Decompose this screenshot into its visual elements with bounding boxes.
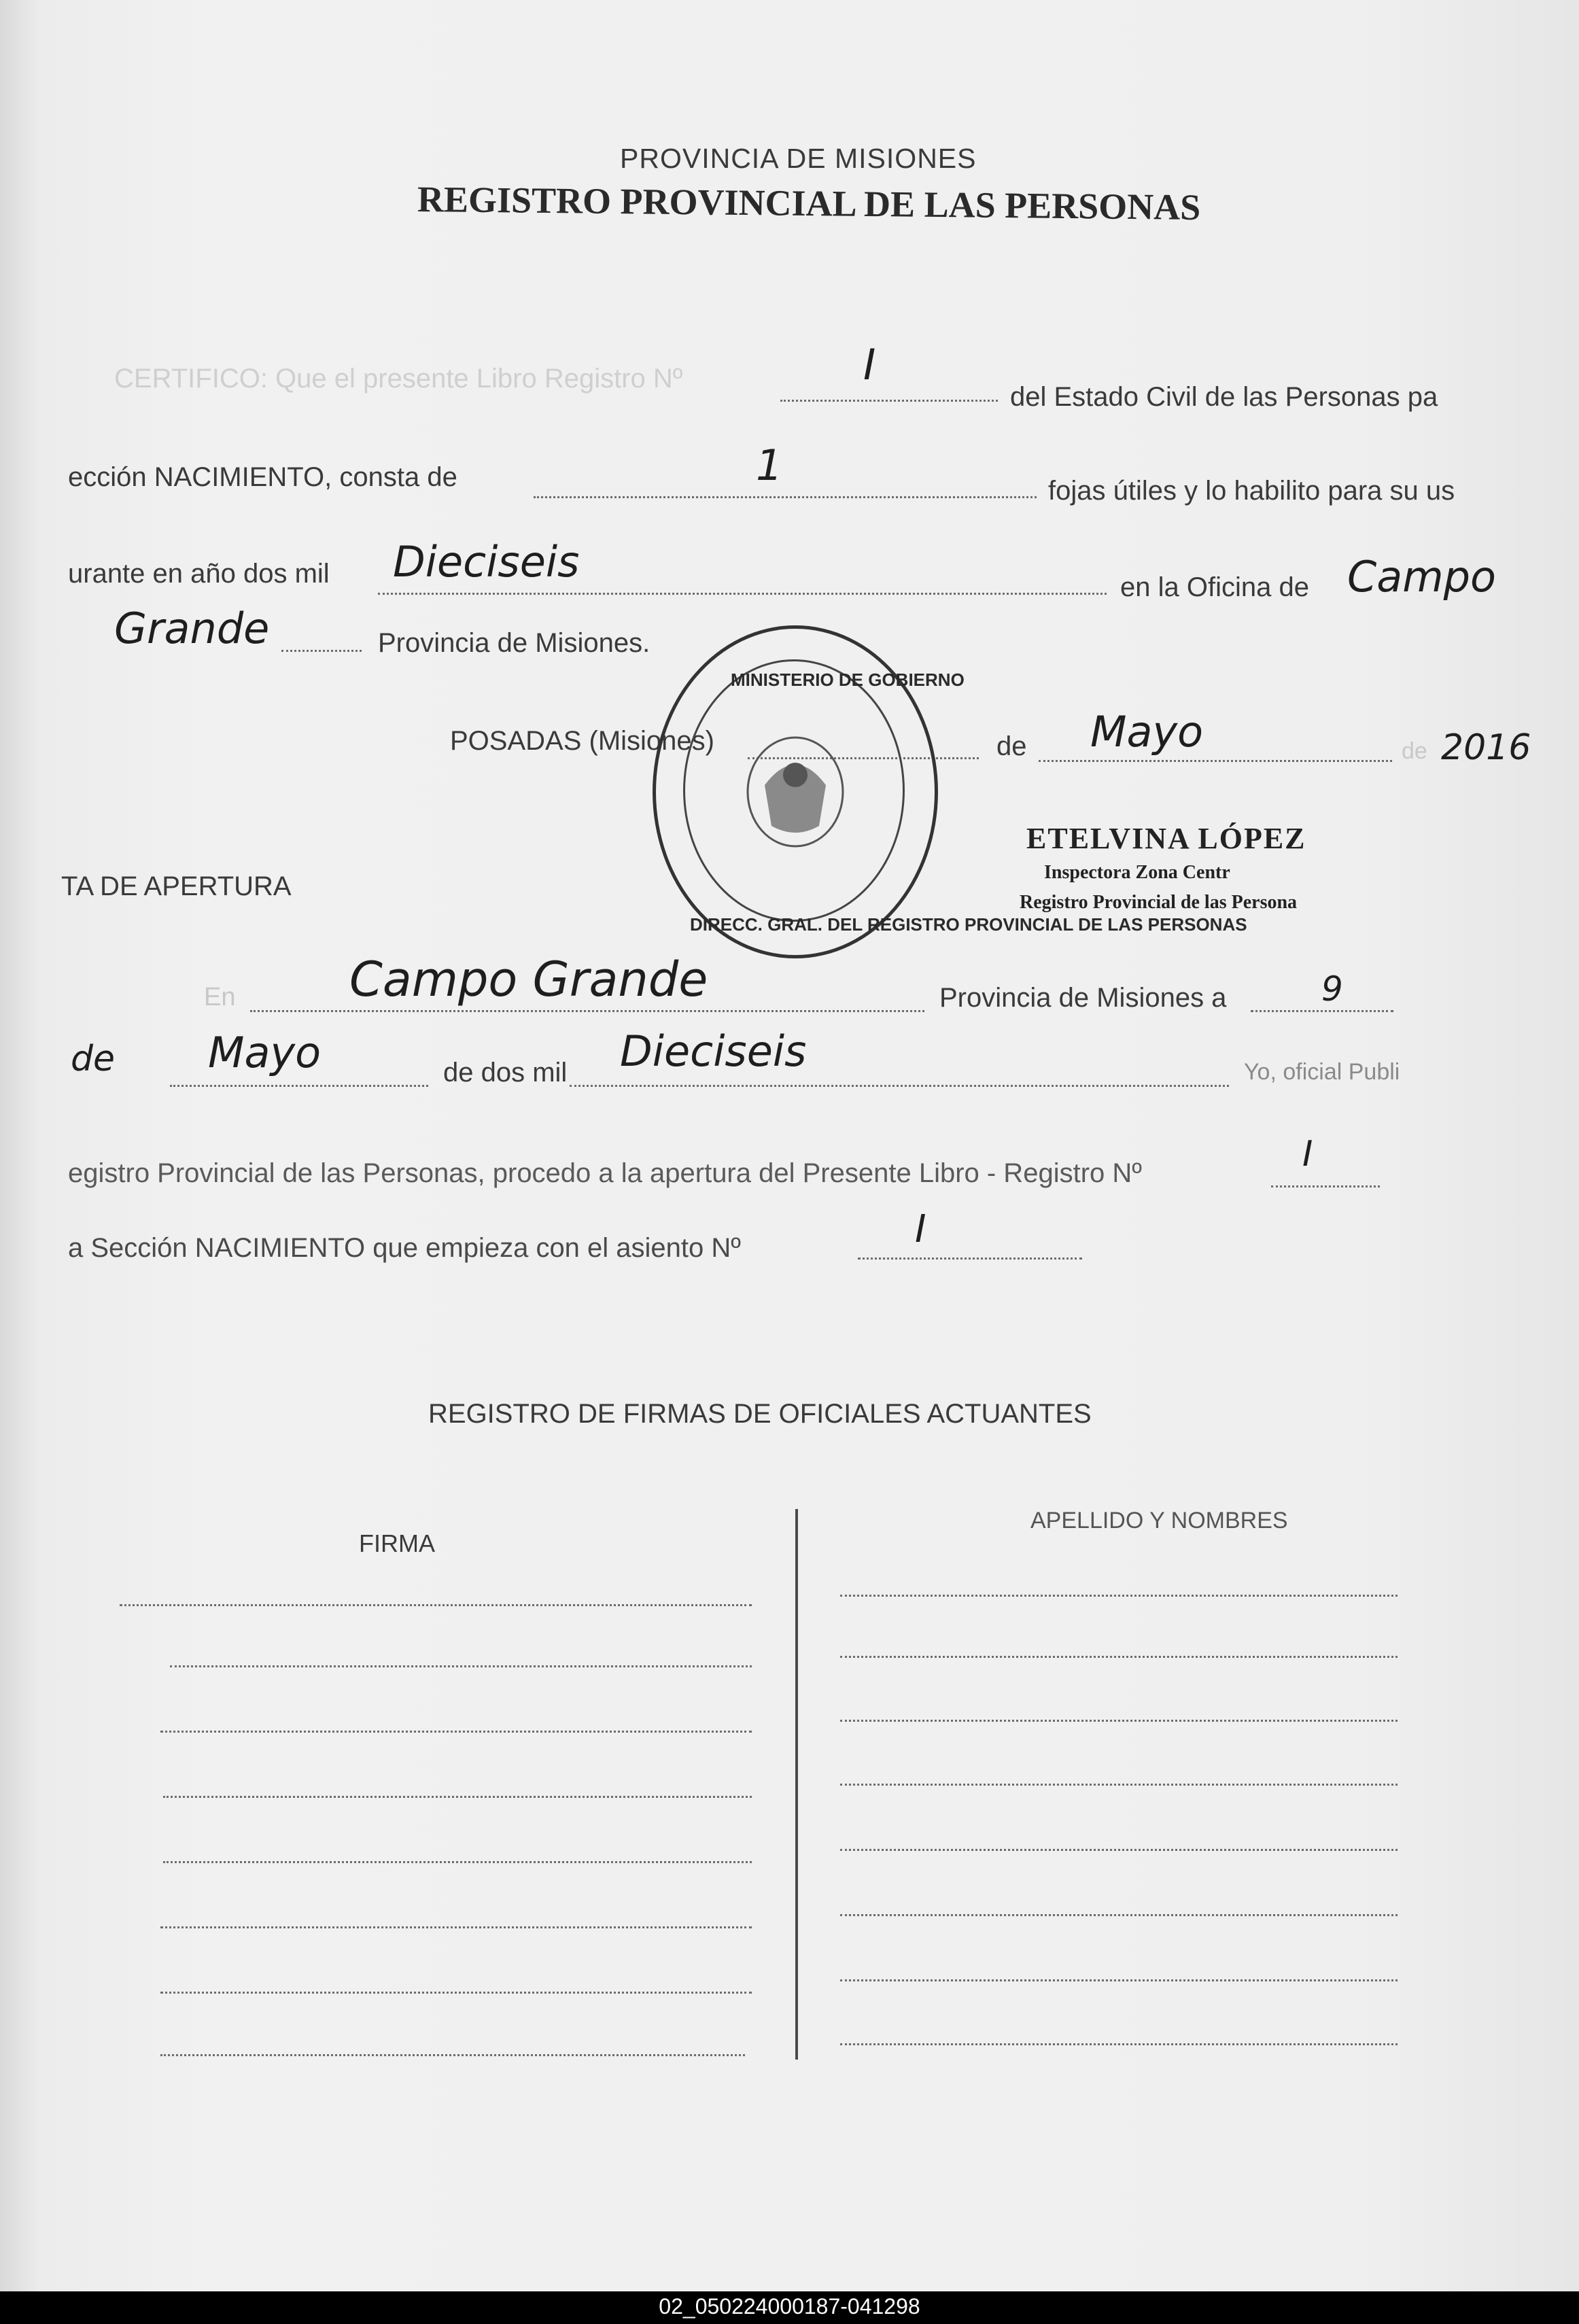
dotted-line: [858, 1258, 1082, 1260]
place-label: POSADAS (Misiones): [450, 726, 714, 756]
opening-seccion-line: a Sección NACIMIENTO que empieza con el asiento Nº: [68, 1233, 741, 1263]
nombres-line: [840, 1849, 1398, 1851]
dotted-line: [780, 400, 998, 402]
handwritten-month: Mayo: [1090, 707, 1204, 757]
firma-line: [160, 1731, 752, 1733]
handwritten-opening-month: Mayo: [208, 1028, 322, 1077]
cert-line3-prefix: urante en año dos mil: [68, 559, 330, 589]
firma-line: [160, 2054, 745, 2056]
handwritten-asiento: I: [915, 1207, 926, 1251]
opening-dos-mil: de dos mil: [443, 1058, 568, 1088]
nombres-line: [840, 1979, 1398, 1981]
stamp-name: ETELVINA LÓPEZ: [1026, 822, 1306, 855]
opening-province: Provincia de Misiones a: [939, 983, 1227, 1013]
registry-title: REGISTRO PROVINCIAL DE LAS PERSONAS: [417, 178, 1201, 228]
col-firma-header: FIRMA: [359, 1529, 435, 1557]
cert-line2-suffix: fojas útiles y lo habilito para su us: [1048, 476, 1455, 506]
firma-line: [170, 1665, 752, 1667]
dotted-line: [1039, 760, 1392, 762]
stamp-office: Registro Provincial de las Persona: [1020, 892, 1298, 913]
seal-inner-text: MINISTERIO DE GOBIERNO: [731, 670, 965, 690]
handwritten-de: de: [71, 1039, 115, 1079]
column-divider: [795, 1509, 798, 2060]
cert-line1-prefix: [114, 364, 682, 394]
handwritten-year: 2016: [1441, 727, 1531, 768]
nombres-line: [840, 1784, 1398, 1786]
handwritten-year-words: Dieciseis: [393, 537, 580, 587]
opening-heading: TA DE APERTURA: [61, 871, 292, 901]
cert-line2-prefix: ección NACIMIENTO, consta de: [68, 462, 457, 492]
nombres-line: [840, 1595, 1398, 1597]
col-nombres-header: APELLIDO Y NOMBRES: [1030, 1508, 1288, 1533]
province-title: PROVINCIA DE MISIONES: [620, 143, 977, 174]
handwritten-office-1: Campo: [1347, 552, 1496, 602]
nombres-line: [840, 1914, 1398, 1916]
handwritten-day: 9: [1321, 969, 1343, 1009]
stamp-title: Inspectora Zona Centr: [1044, 862, 1230, 883]
seal-outer-text: DIRECC. GRAL. DEL REGISTRO PROVINCIAL DE LAS PERSONAS: [690, 914, 1247, 935]
handwritten-place: Campo Grande: [349, 952, 708, 1007]
opening-yo: Yo, oficial Publi: [1244, 1059, 1400, 1085]
firma-line: [163, 1861, 752, 1863]
firma-line: [160, 1992, 752, 1994]
dotted-line: [378, 593, 1107, 595]
cert-line3-suffix: en la Oficina de: [1120, 572, 1309, 602]
handwritten-office-2: Grande: [114, 604, 270, 653]
cert-line4-suffix: Provincia de Misiones.: [378, 628, 650, 658]
handwritten-registro-number: I: [1302, 1134, 1313, 1175]
opening-en: En: [204, 983, 236, 1011]
dotted-line: [281, 650, 362, 652]
dotted-line: [250, 1010, 924, 1012]
firma-line: [163, 1796, 752, 1798]
opening-registro-line: egistro Provincial de las Personas, procedo a la apertura del Presente Libro - Registro Nº: [68, 1158, 1142, 1188]
handwritten-book-number: I: [863, 340, 876, 389]
file-id: 02_050224000187-041298: [659, 2294, 920, 2319]
firma-line: [120, 1604, 752, 1606]
place-de2: de: [1402, 738, 1427, 764]
nombres-line: [840, 2043, 1398, 2045]
signatures-heading: REGISTRO DE FIRMAS DE OFICIALES ACTUANTES: [428, 1399, 1092, 1429]
handwritten-opening-year: Dieciseis: [620, 1026, 807, 1076]
scan-footer-bar: [0, 2291, 1579, 2324]
cert-line1-suffix: del Estado Civil de las Personas pa: [1010, 382, 1438, 412]
dotted-line: [534, 496, 1037, 498]
nombres-line: [840, 1720, 1398, 1722]
dotted-line: [170, 1085, 428, 1087]
place-de: de: [996, 731, 1027, 761]
dotted-line: [1271, 1185, 1380, 1187]
cert-line1-text: CERTIFICO: Que el presente Libro Registro Nº: [114, 364, 683, 394]
nombres-line: [840, 1656, 1398, 1658]
dotted-line: [570, 1085, 1229, 1087]
dotted-line: [1251, 1010, 1393, 1012]
handwritten-fojas: 1: [756, 440, 783, 490]
firma-line: [160, 1926, 752, 1928]
